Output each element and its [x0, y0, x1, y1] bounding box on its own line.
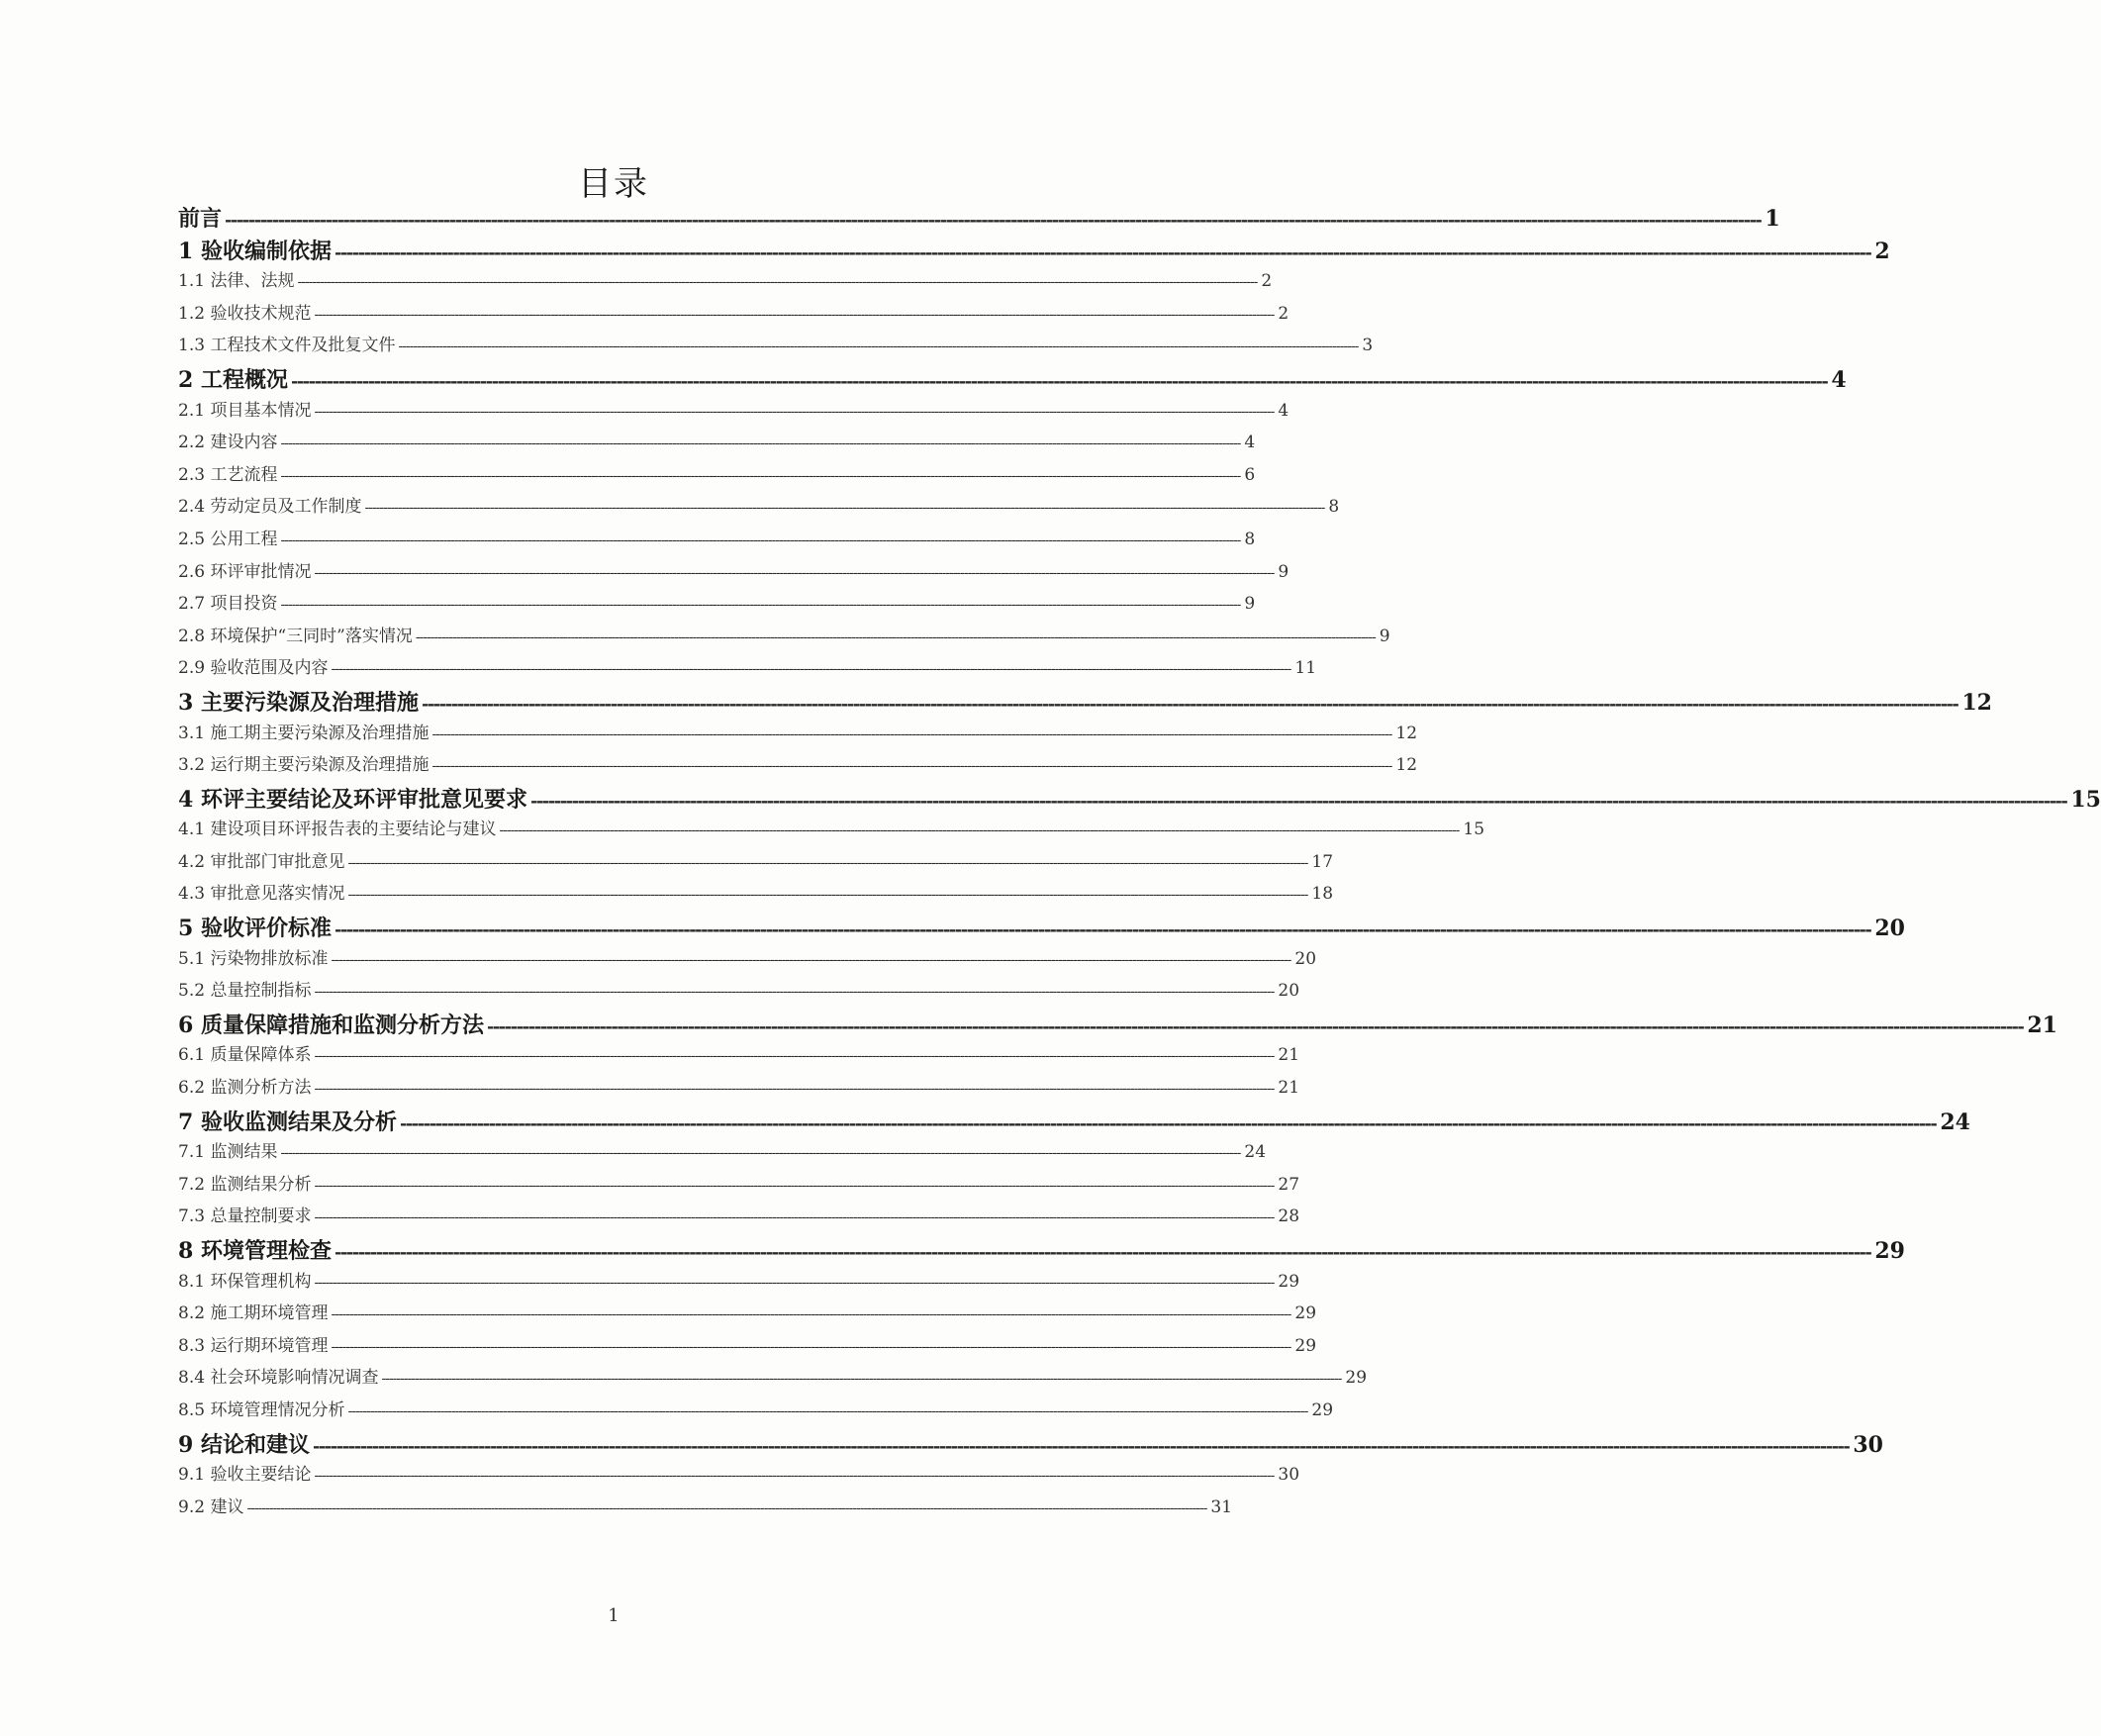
toc-entry-page-number: 30	[1278, 1465, 1300, 1486]
toc-entry-label: 3 主要污染源及治理措施	[178, 689, 419, 716]
toc-entry-page-number: 2	[1261, 271, 1273, 292]
toc-chapter-entry[interactable]	[178, 363, 1847, 396]
toc-entry-label: 8.1 环保管理机构	[178, 1271, 312, 1292]
toc-entry-page-number: 2	[1278, 303, 1289, 324]
dot-leader: --------------------------------------------------------------------------------------------------------------------------------------------------------------------------------------------------------------------------------------------------------------------	[347, 887, 1308, 904]
toc-entry-label: 5 验收评价标准	[178, 916, 332, 942]
toc-entry-page-number: 2	[1874, 238, 1890, 264]
dot-leader: --------------------------------------------------------------------------------------------------------------------------------------------------------------------------------------------------------------------------------------------------------------------	[431, 758, 1392, 775]
toc-section-entry[interactable]	[178, 719, 1418, 751]
toc-section-entry[interactable]	[178, 1331, 1317, 1364]
toc-chapter-entry[interactable]	[178, 912, 1905, 944]
dot-leader: --------------------------------------------------------------------------------------------------------------------------------------------------------------------------------------------------------------------------------------------------------------------	[314, 1177, 1275, 1194]
page-number: 1	[608, 1605, 620, 1626]
toc-entry-label: 2.1 项目基本情况	[178, 400, 312, 421]
toc-entry-label: 8.2 施工期环境管理	[178, 1303, 329, 1324]
dot-leader: --------------------------------------------------------------------------------------------------------------------------------------------------------------------------------------------------------------------------------------------------------------------	[314, 1081, 1275, 1098]
toc-entry-label: 5.2 总量控制指标	[178, 981, 312, 1002]
dot-leader: --------------------------------------------------------------------------------------------------------------------------------------------------------------------------------------------------------------------------------------------------------------------	[334, 241, 1871, 263]
dot-leader: --------------------------------------------------------------------------------------------------------------------------------------------------------------------------------------------------------------------------------------------------------------------	[334, 919, 1871, 941]
dot-leader: --------------------------------------------------------------------------------------------------------------------------------------------------------------------------------------------------------------------------------------------------------------------	[314, 1209, 1275, 1226]
dot-leader: --------------------------------------------------------------------------------------------------------------------------------------------------------------------------------------------------------------------------------------------------------------------	[381, 1371, 1342, 1388]
toc-entry-page-number: 15	[2070, 786, 2101, 813]
toc-entry-label: 4.1 建设项目环评报告表的主要结论与建议	[178, 820, 497, 840]
dot-leader: --------------------------------------------------------------------------------------------------------------------------------------------------------------------------------------------------------------------------------------------------------------------	[331, 1306, 1291, 1323]
toc-entry-label: 6 质量保障措施和监测分析方法	[178, 1012, 484, 1038]
toc-entry-page-number: 9	[1379, 626, 1390, 646]
dot-leader: --------------------------------------------------------------------------------------------------------------------------------------------------------------------------------------------------------------------------------------------------------------------	[314, 403, 1275, 420]
toc-entry-page-number: 21	[1278, 1045, 1300, 1066]
dot-leader: --------------------------------------------------------------------------------------------------------------------------------------------------------------------------------------------------------------------------------------------------------------------	[364, 500, 1325, 517]
toc-entry-page-number: 31	[1210, 1496, 1233, 1517]
dot-leader: --------------------------------------------------------------------------------------------------------------------------------------------------------------------------------------------------------------------------------------------------------------------	[280, 467, 1241, 484]
toc-entry-page-number: 28	[1278, 1206, 1300, 1227]
toc-entry-label: 2 工程概况	[178, 366, 288, 393]
toc-entry-page-number: 29	[1311, 1399, 1334, 1420]
toc-entry-label: 1.2 验收技术规范	[178, 303, 312, 324]
dot-leader: --------------------------------------------------------------------------------------------------------------------------------------------------------------------------------------------------------------------------------------------------------------------	[297, 274, 1258, 291]
toc-entry-page-number: 20	[1294, 948, 1317, 969]
dot-leader: --------------------------------------------------------------------------------------------------------------------------------------------------------------------------------------------------------------------------------------------------------------------	[314, 984, 1275, 1001]
toc-section-entry[interactable]	[178, 1396, 1334, 1428]
toc-entry-label: 7.1 监测结果	[178, 1142, 278, 1163]
toc-entry-label: 3.1 施工期主要污染源及治理措施	[178, 723, 430, 743]
toc-entry-page-number: 4	[1278, 400, 1289, 421]
toc-entry-page-number: 8	[1244, 529, 1256, 549]
toc-entry-label: 前言	[178, 206, 223, 232]
toc-chapter-entry[interactable]	[178, 1009, 2057, 1041]
toc-entry-page-number: 3	[1362, 336, 1374, 356]
dot-leader: --------------------------------------------------------------------------------------------------------------------------------------------------------------------------------------------------------------------------------------------------------------------	[399, 1112, 1937, 1134]
dot-leader: --------------------------------------------------------------------------------------------------------------------------------------------------------------------------------------------------------------------------------------------------------------------	[499, 822, 1460, 839]
dot-leader: --------------------------------------------------------------------------------------------------------------------------------------------------------------------------------------------------------------------------------------------------------------------	[331, 661, 1291, 678]
dot-leader: --------------------------------------------------------------------------------------------------------------------------------------------------------------------------------------------------------------------------------------------------------------------	[415, 628, 1376, 645]
toc-section-entry[interactable]	[178, 1460, 1300, 1493]
toc-section-entry[interactable]	[178, 396, 1289, 429]
dot-leader: --------------------------------------------------------------------------------------------------------------------------------------------------------------------------------------------------------------------------------------------------------------------	[225, 210, 1762, 231]
dot-leader: --------------------------------------------------------------------------------------------------------------------------------------------------------------------------------------------------------------------------------------------------------------------	[331, 1338, 1291, 1355]
dot-leader: --------------------------------------------------------------------------------------------------------------------------------------------------------------------------------------------------------------------------------------------------------------------	[347, 1402, 1308, 1419]
toc-section-entry[interactable]	[178, 557, 1289, 590]
toc-section-entry[interactable]	[178, 1493, 1233, 1525]
toc-section-entry[interactable]	[178, 460, 1256, 493]
toc-section-entry[interactable]	[178, 266, 1273, 299]
toc-entry-label: 1.3 工程技术文件及批复文件	[178, 336, 396, 356]
dot-leader: --------------------------------------------------------------------------------------------------------------------------------------------------------------------------------------------------------------------------------------------------------------------	[314, 1048, 1275, 1065]
toc-entry-page-number: 4	[1244, 433, 1256, 453]
toc-entry-page-number: 20	[1874, 916, 1905, 942]
dot-leader: --------------------------------------------------------------------------------------------------------------------------------------------------------------------------------------------------------------------------------------------------------------------	[314, 1274, 1275, 1291]
toc-section-entry[interactable]	[178, 331, 1374, 363]
dot-leader: --------------------------------------------------------------------------------------------------------------------------------------------------------------------------------------------------------------------------------------------------------------------	[331, 951, 1291, 968]
toc-entry-label: 2.3 工艺流程	[178, 464, 278, 485]
toc-entry-label: 8.5 环境管理情况分析	[178, 1399, 345, 1420]
toc-section-entry[interactable]	[178, 1202, 1300, 1234]
toc-entry-label: 8.3 运行期环境管理	[178, 1335, 329, 1356]
toc-chapter-entry[interactable]	[178, 235, 1890, 267]
toc-entry-page-number: 12	[1961, 689, 1992, 716]
dot-leader: --------------------------------------------------------------------------------------------------------------------------------------------------------------------------------------------------------------------------------------------------------------------	[280, 597, 1241, 614]
toc-entry-label: 7 验收监测结果及分析	[178, 1109, 397, 1135]
toc-entry-label: 9.1 验收主要结论	[178, 1465, 312, 1486]
toc-entry-page-number: 24	[1244, 1142, 1267, 1163]
toc-entry-label: 6.1 质量保障体系	[178, 1045, 312, 1066]
toc-section-entry[interactable]	[178, 653, 1317, 686]
toc-section-entry[interactable]	[178, 847, 1334, 880]
toc-section-entry[interactable]	[178, 589, 1256, 622]
toc-entry-label: 3.2 运行期主要污染源及治理措施	[178, 755, 430, 776]
dot-leader: --------------------------------------------------------------------------------------------------------------------------------------------------------------------------------------------------------------------------------------------------------------------	[280, 435, 1241, 452]
toc-entry-label: 1.1 法律、法规	[178, 271, 295, 292]
toc-entry-label: 8 环境管理检查	[178, 1238, 332, 1264]
toc-section-entry[interactable]	[178, 815, 1485, 847]
toc-entry-page-number: 30	[1853, 1431, 1883, 1458]
toc-section-entry[interactable]	[178, 750, 1418, 783]
toc-entry-label: 9 结论和建议	[178, 1431, 310, 1458]
dot-leader: --------------------------------------------------------------------------------------------------------------------------------------------------------------------------------------------------------------------------------------------------------------------	[314, 1468, 1275, 1485]
page-title: 目录	[578, 164, 649, 204]
toc-entry-label: 4.2 审批部门审批意见	[178, 851, 345, 872]
toc-entry-label: 2.2 建设内容	[178, 433, 278, 453]
toc-entry-page-number: 29	[1294, 1303, 1317, 1324]
dot-leader: --------------------------------------------------------------------------------------------------------------------------------------------------------------------------------------------------------------------------------------------------------------------	[398, 338, 1359, 355]
toc-section-entry[interactable]	[178, 1267, 1300, 1300]
toc-section-entry[interactable]	[178, 944, 1317, 977]
dot-leader: --------------------------------------------------------------------------------------------------------------------------------------------------------------------------------------------------------------------------------------------------------------------	[314, 564, 1275, 581]
toc-entry-label: 2.8 环境保护“三同时”落实情况	[178, 626, 413, 646]
dot-leader: --------------------------------------------------------------------------------------------------------------------------------------------------------------------------------------------------------------------------------------------------------------------	[280, 1145, 1241, 1162]
toc-entry-label: 4.3 审批意见落实情况	[178, 884, 345, 905]
table-of-contents	[178, 202, 2101, 1524]
toc-section-entry[interactable]	[178, 622, 1390, 654]
toc-section-entry[interactable]	[178, 879, 1334, 912]
dot-leader: --------------------------------------------------------------------------------------------------------------------------------------------------------------------------------------------------------------------------------------------------------------------	[529, 790, 2067, 812]
toc-entry-label: 4 环评主要结论及环评审批意见要求	[178, 786, 527, 813]
toc-chapter-entry[interactable]	[178, 686, 1992, 719]
toc-section-entry[interactable]	[178, 1299, 1317, 1331]
toc-entry-label: 5.1 污染物排放标准	[178, 948, 329, 969]
toc-entry-label: 2.5 公用工程	[178, 529, 278, 549]
toc-chapter-entry[interactable]	[178, 1428, 1883, 1461]
toc-chapter-entry[interactable]	[178, 1106, 1970, 1138]
toc-entry-label: 8.4 社会环境影响情况调查	[178, 1368, 379, 1389]
toc-entry-page-number: 12	[1395, 723, 1418, 743]
dot-leader: --------------------------------------------------------------------------------------------------------------------------------------------------------------------------------------------------------------------------------------------------------------------	[246, 1499, 1207, 1516]
dot-leader: --------------------------------------------------------------------------------------------------------------------------------------------------------------------------------------------------------------------------------------------------------------------	[347, 854, 1308, 871]
toc-entry-page-number: 24	[1940, 1109, 1970, 1135]
toc-entry-label: 6.2 监测分析方法	[178, 1078, 312, 1099]
dot-leader: --------------------------------------------------------------------------------------------------------------------------------------------------------------------------------------------------------------------------------------------------------------------	[431, 725, 1392, 742]
toc-section-entry[interactable]	[178, 492, 1340, 525]
toc-entry-page-number: 21	[2027, 1012, 2057, 1038]
toc-section-entry[interactable]	[178, 428, 1256, 460]
dot-leader: --------------------------------------------------------------------------------------------------------------------------------------------------------------------------------------------------------------------------------------------------------------------	[314, 306, 1275, 323]
toc-entry-page-number: 21	[1278, 1078, 1300, 1099]
dot-leader: --------------------------------------------------------------------------------------------------------------------------------------------------------------------------------------------------------------------------------------------------------------------	[280, 531, 1241, 548]
dot-leader: --------------------------------------------------------------------------------------------------------------------------------------------------------------------------------------------------------------------------------------------------------------------	[334, 1242, 1871, 1263]
toc-section-entry[interactable]	[178, 1040, 1300, 1073]
toc-entry-label: 7.3 总量控制要求	[178, 1206, 312, 1227]
toc-chapter-entry[interactable]	[178, 202, 1780, 235]
dot-leader: --------------------------------------------------------------------------------------------------------------------------------------------------------------------------------------------------------------------------------------------------------------------	[290, 370, 1828, 392]
toc-chapter-entry[interactable]	[178, 783, 2101, 816]
toc-entry-label: 9.2 建议	[178, 1496, 244, 1517]
toc-section-entry[interactable]	[178, 299, 1289, 332]
toc-section-entry[interactable]	[178, 525, 1256, 557]
toc-entry-page-number: 29	[1278, 1271, 1300, 1292]
toc-entry-page-number: 4	[1831, 366, 1847, 393]
toc-entry-label: 2.9 验收范围及内容	[178, 658, 329, 679]
toc-entry-label: 2.7 项目投资	[178, 594, 278, 615]
toc-entry-label: 1 验收编制依据	[178, 238, 332, 264]
toc-entry-page-number: 15	[1463, 820, 1485, 840]
toc-entry-page-number: 17	[1311, 851, 1334, 872]
toc-entry-page-number: 9	[1278, 561, 1289, 582]
toc-section-entry[interactable]	[178, 1170, 1300, 1203]
toc-entry-page-number: 27	[1278, 1174, 1300, 1195]
toc-entry-label: 2.6 环评审批情况	[178, 561, 312, 582]
toc-entry-page-number: 11	[1294, 658, 1317, 679]
dot-leader: --------------------------------------------------------------------------------------------------------------------------------------------------------------------------------------------------------------------------------------------------------------------	[312, 1435, 1850, 1457]
toc-entry-page-number: 29	[1345, 1368, 1368, 1389]
toc-section-entry[interactable]	[178, 976, 1300, 1009]
toc-entry-page-number: 12	[1395, 755, 1418, 776]
toc-entry-page-number: 9	[1244, 594, 1256, 615]
toc-entry-page-number: 29	[1294, 1335, 1317, 1356]
toc-entry-page-number: 18	[1311, 884, 1334, 905]
toc-entry-page-number: 1	[1765, 206, 1780, 232]
toc-section-entry[interactable]	[178, 1137, 1267, 1170]
toc-section-entry[interactable]	[178, 1073, 1300, 1106]
toc-chapter-entry[interactable]	[178, 1234, 1905, 1267]
dot-leader: --------------------------------------------------------------------------------------------------------------------------------------------------------------------------------------------------------------------------------------------------------------------	[421, 693, 1958, 715]
toc-entry-page-number: 8	[1328, 497, 1340, 518]
toc-entry-page-number: 29	[1874, 1238, 1905, 1264]
toc-entry-page-number: 6	[1244, 464, 1256, 485]
toc-entry-label: 2.4 劳动定员及工作制度	[178, 497, 362, 518]
toc-section-entry[interactable]	[178, 1363, 1368, 1396]
toc-entry-label: 7.2 监测结果分析	[178, 1174, 312, 1195]
dot-leader: --------------------------------------------------------------------------------------------------------------------------------------------------------------------------------------------------------------------------------------------------------------------	[486, 1015, 2024, 1037]
toc-entry-page-number: 20	[1278, 981, 1300, 1002]
